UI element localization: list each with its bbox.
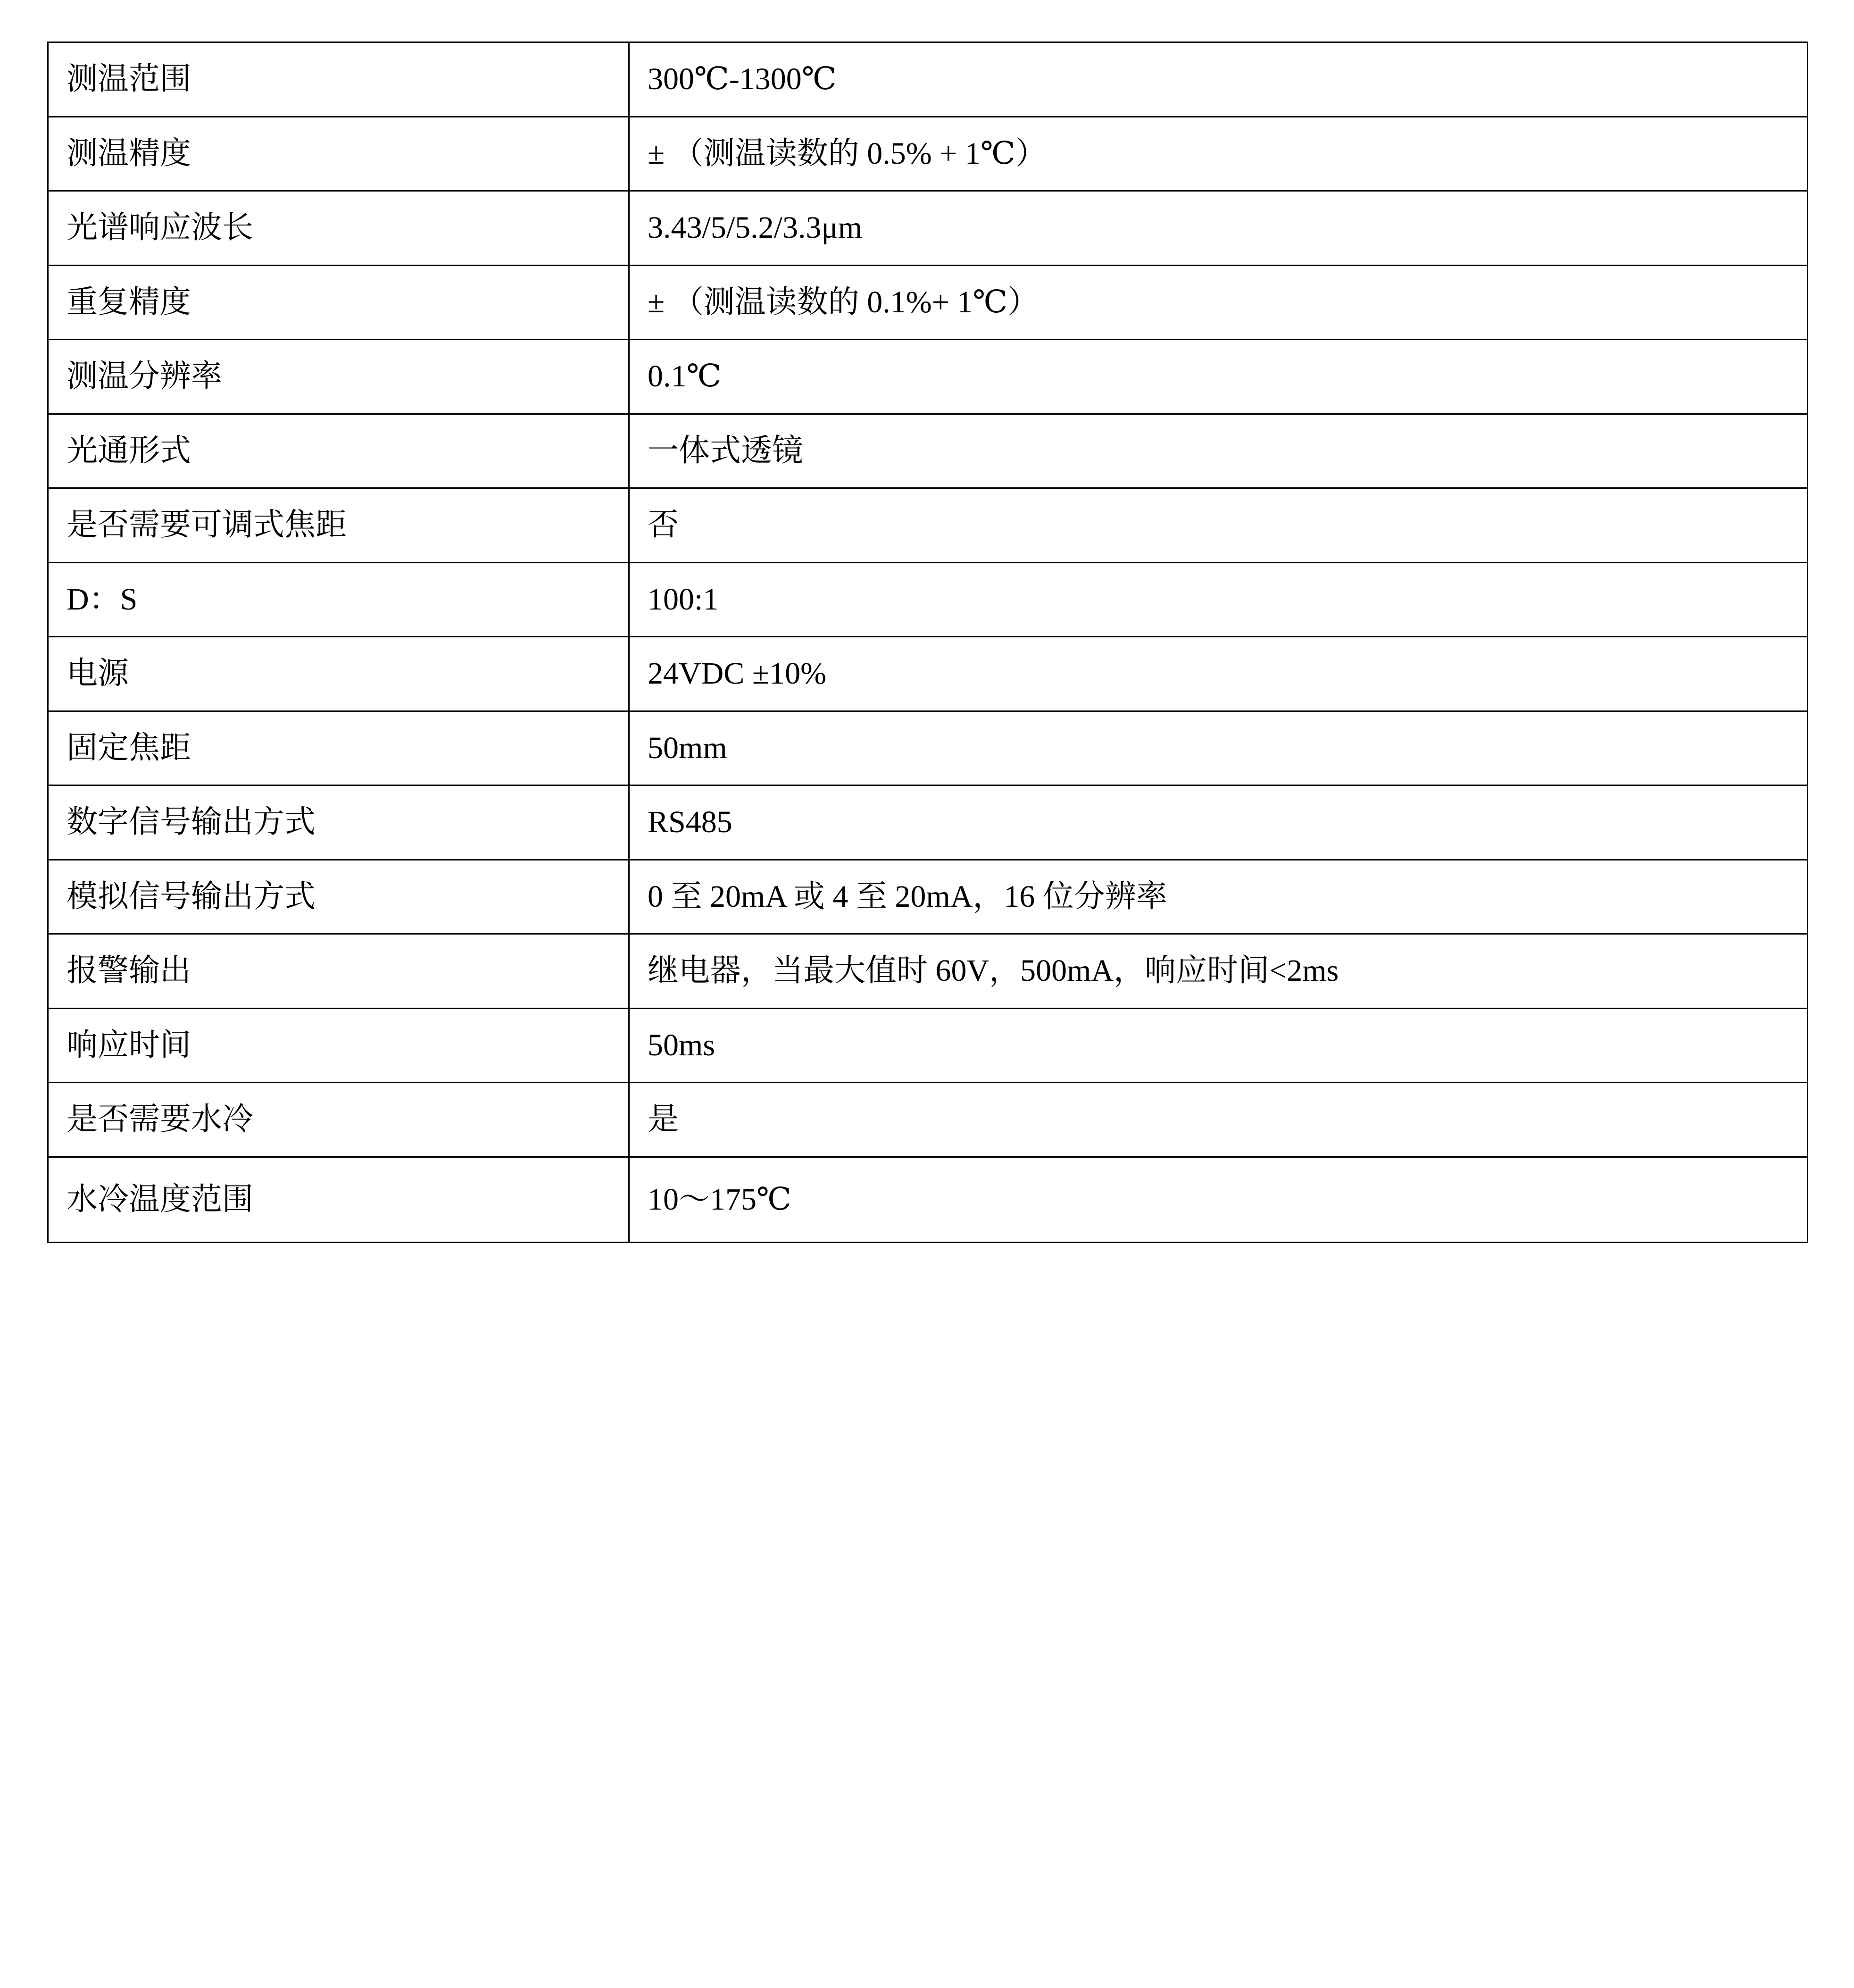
table-row	[48, 1008, 1808, 1083]
table-row	[48, 340, 1808, 414]
spec-label: 模拟信号输出方式	[48, 860, 629, 934]
specification-table	[47, 42, 1808, 1243]
spec-value: 10～175℃	[629, 1157, 1808, 1243]
table-row	[48, 488, 1808, 563]
spec-value: 0.1℃	[629, 340, 1808, 414]
table-row	[48, 414, 1808, 488]
table-row	[48, 191, 1808, 266]
table-row	[48, 860, 1808, 934]
spec-label: 报警输出	[48, 934, 629, 1009]
table-row	[48, 265, 1808, 340]
spec-label: 是否需要水冷	[48, 1083, 629, 1157]
spec-value: 24VDC ±10%	[629, 637, 1808, 711]
table-row	[48, 42, 1808, 117]
spec-value: RS485	[629, 785, 1808, 860]
spec-label: 光通形式	[48, 414, 629, 488]
spec-label: 光谱响应波长	[48, 191, 629, 266]
spec-label: D：S	[48, 562, 629, 637]
table-row	[48, 1083, 1808, 1157]
spec-value: 50ms	[629, 1008, 1808, 1083]
table-row	[48, 1157, 1808, 1243]
spec-value: 0 至 20mA 或 4 至 20mA，16 位分辨率	[629, 860, 1808, 934]
spec-label: 电源	[48, 637, 629, 711]
spec-label: 固定焦距	[48, 711, 629, 785]
spec-label: 数字信号输出方式	[48, 785, 629, 860]
spec-value: 100:1	[629, 562, 1808, 637]
spec-label: 水冷温度范围	[48, 1157, 629, 1243]
table-row	[48, 711, 1808, 785]
spec-value: 继电器，当最大值时 60V，500mA，响应时间<2ms	[629, 934, 1808, 1009]
table-row	[48, 562, 1808, 637]
table-body	[48, 42, 1808, 1243]
spec-label: 响应时间	[48, 1008, 629, 1083]
table-row	[48, 934, 1808, 1009]
spec-value: 50mm	[629, 711, 1808, 785]
spec-label: 重复精度	[48, 265, 629, 340]
spec-value: ± （测温读数的 0.1%+ 1℃）	[629, 265, 1808, 340]
spec-value: 否	[629, 488, 1808, 563]
spec-label: 测温精度	[48, 117, 629, 191]
spec-label: 测温分辨率	[48, 340, 629, 414]
spec-value: 3.43/5/5.2/3.3μm	[629, 191, 1808, 266]
table-row	[48, 117, 1808, 191]
spec-value: ± （测温读数的 0.5% + 1℃）	[629, 117, 1808, 191]
spec-label: 测温范围	[48, 42, 629, 117]
spec-value: 是	[629, 1083, 1808, 1157]
table-row	[48, 637, 1808, 711]
table-row	[48, 785, 1808, 860]
spec-value: 300℃-1300℃	[629, 42, 1808, 117]
spec-value: 一体式透镜	[629, 414, 1808, 488]
spec-label: 是否需要可调式焦距	[48, 488, 629, 563]
